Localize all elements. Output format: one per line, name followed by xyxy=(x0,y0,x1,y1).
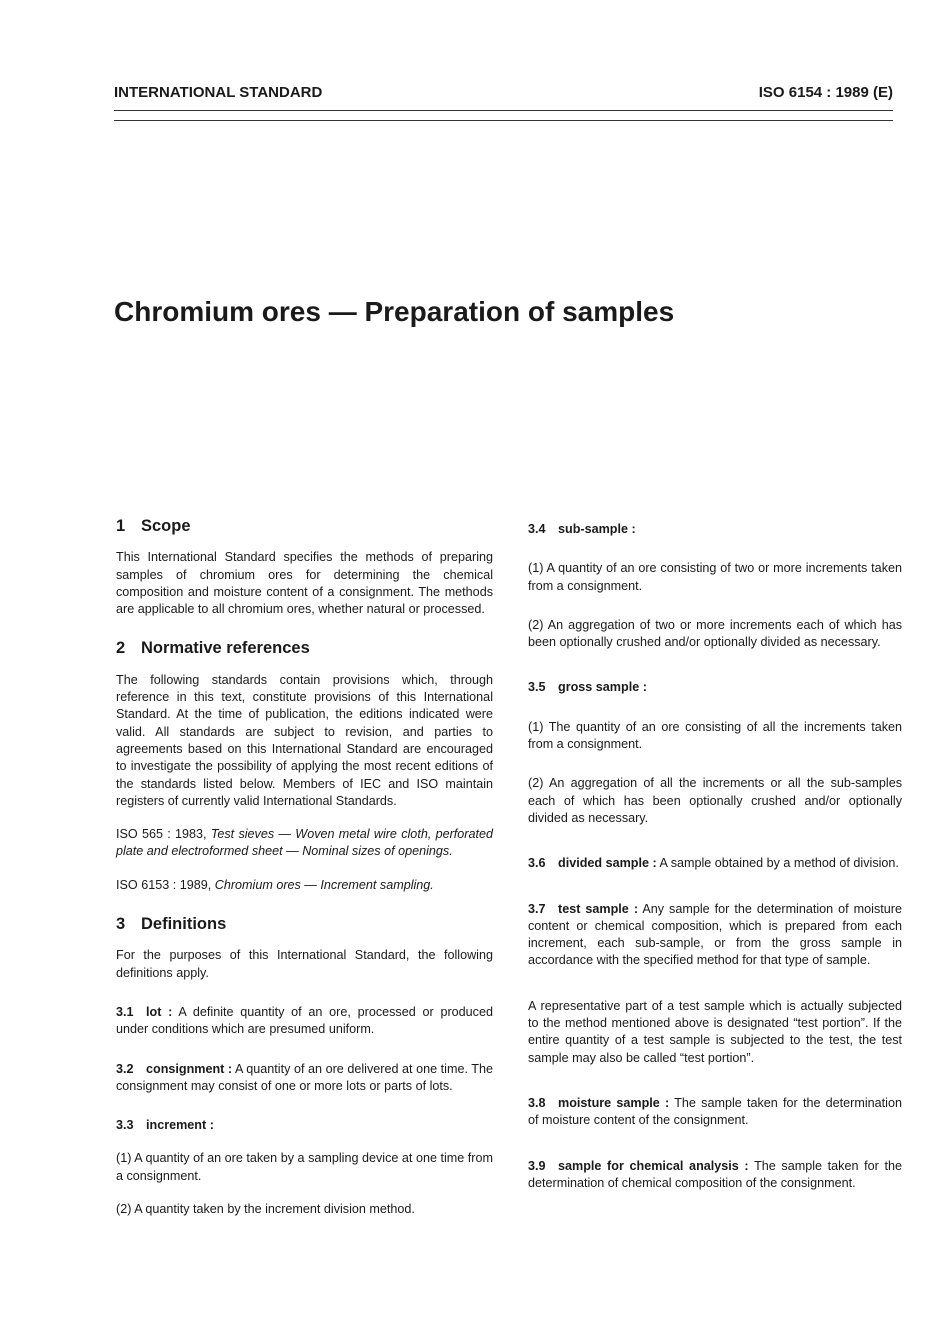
definition-text: The sample taken for the determination of chemical composition of the consignment. xyxy=(528,1158,902,1190)
definition-moisture-sample xyxy=(528,1095,902,1130)
definition-lot xyxy=(116,1004,493,1039)
reference-code: ISO 565 : 1983, xyxy=(116,827,207,842)
definition-term: consignment : xyxy=(146,1061,233,1076)
clause-number: 3.2 xyxy=(116,1061,134,1076)
header-standard-type: INTERNATIONAL STANDARD xyxy=(114,84,323,101)
definition-text: Any sample for the determination of moisture content or chemical composition, which is prepared from each increment, each sub-sample, or from the gross sample in accordance with the specified method for that type of sample. xyxy=(528,901,902,968)
definition-term: sub-sample : xyxy=(558,522,636,536)
definition-sub-sample-item-1: (1) A quantity of an ore consisting of two or more increments taken from a consignment. xyxy=(528,561,902,593)
definition-term: moisture sample : xyxy=(558,1095,670,1110)
header-rule-bottom xyxy=(114,120,893,121)
definition-term: increment : xyxy=(146,1118,214,1133)
definition-term: sample for chemical analysis : xyxy=(558,1158,749,1173)
definition-text: The sample taken for the determination of moisture content of the consignment. xyxy=(528,1095,902,1128)
test-portion-note: A representative part of a test sample which is actually subjected to the method mentioned above is designated “test portion”. If the entire quantity of a test sample is subjected to the test, the test sample may also be called “test portion”. xyxy=(528,998,902,1065)
reference-title: Test sieves — Woven metal wire cloth, perforated plate and electroformed sheet — Nominal sizes of openings. xyxy=(116,827,494,859)
reference-code: ISO 6153 : 1989, xyxy=(116,877,212,892)
clause-number: 3.8 xyxy=(528,1095,546,1110)
definition-term: divided sample : xyxy=(558,856,657,871)
reference-iso-565 xyxy=(116,826,493,861)
right-column xyxy=(528,518,902,1208)
definition-term: lot : xyxy=(146,1004,173,1019)
reference-iso-6153 xyxy=(116,877,493,894)
clause-number: 3.6 xyxy=(528,856,546,871)
definition-sub-sample xyxy=(528,521,902,538)
left-column xyxy=(116,518,493,1234)
clause-number: 3.7 xyxy=(528,901,546,916)
section-number: 1 xyxy=(116,517,126,535)
section-title: Scope xyxy=(141,517,191,535)
definition-sub-sample-item-2: (2) An aggregation of two or more increments each of which has been optionally crushed and/or optionally divided as necessary. xyxy=(528,617,902,650)
definition-increment xyxy=(116,1117,493,1134)
clause-number: 3.4 xyxy=(528,522,546,536)
section-heading-normative-references xyxy=(116,640,493,657)
reference-title: Chromium ores — Increment sampling. xyxy=(214,877,434,892)
header-rule-top xyxy=(114,110,893,111)
normative-references-paragraph: The following standards contain provisions which, through reference in this text, constitute provisions of this International Standard. At the time of publication, the editions indicated were valid. All standards are subject to revision, and parties to agreements based on this International Standard are encouraged to investigate the possibility of applying the most recent editions of the standards listed below. Members of IEC and ISO maintain registers of currently valid International Standards. xyxy=(116,672,493,808)
definition-term: test sample : xyxy=(558,901,639,916)
definition-gross-sample-item-2: (2) An aggregation of all the increments or all the sub-samples each of which has been optionally crushed and/or optionally divided as necessary. xyxy=(528,776,902,825)
section-number: 2 xyxy=(116,639,126,658)
definition-text: A definite quantity of an ore, processed or produced under conditions which are presumed uniform. xyxy=(116,1004,493,1037)
section-title: Definitions xyxy=(141,915,227,934)
section-heading-definitions xyxy=(116,916,493,933)
definition-increment-item-1: (1) A quantity of an ore taken by a sampling device at one time from a consignment. xyxy=(116,1151,493,1183)
definition-text: A quantity of an ore delivered at one time. The consignment may consist of one or more lots or parts of lots. xyxy=(116,1061,493,1093)
section-heading-scope xyxy=(116,518,493,535)
definition-consignment xyxy=(116,1061,493,1096)
section-title: Normative references xyxy=(141,639,310,658)
section-number: 3 xyxy=(116,915,126,934)
definition-gross-sample xyxy=(528,679,902,696)
clause-number: 3.1 xyxy=(116,1004,134,1019)
header-standard-number: ISO 6154 : 1989 (E) xyxy=(758,84,893,101)
definition-term: gross sample : xyxy=(558,680,647,695)
clause-number: 3.9 xyxy=(528,1158,546,1173)
definition-test-sample xyxy=(528,901,902,970)
document-title: Chromium ores — Preparation of samples xyxy=(114,296,675,327)
definitions-intro: For the purposes of this International Standard, the following definitions apply. xyxy=(116,948,493,980)
definition-divided-sample xyxy=(528,855,902,872)
definition-increment-item-2: (2) A quantity taken by the increment division method. xyxy=(116,1202,415,1217)
scope-paragraph: This International Standard specifies the methods of preparing samples of chromium ores for determining the chemical composition and moisture content of a consignment. The methods are applicable to all chromium ores, whether natural or processed. xyxy=(116,550,493,617)
clause-number: 3.5 xyxy=(528,680,546,695)
definition-sample-for-chemical-analysis xyxy=(528,1158,902,1193)
definition-gross-sample-item-1: (1) The quantity of an ore consisting of all the increments taken from a consignment. xyxy=(528,719,902,752)
clause-number: 3.3 xyxy=(116,1118,134,1133)
definition-text: A sample obtained by a method of division. xyxy=(659,856,899,871)
